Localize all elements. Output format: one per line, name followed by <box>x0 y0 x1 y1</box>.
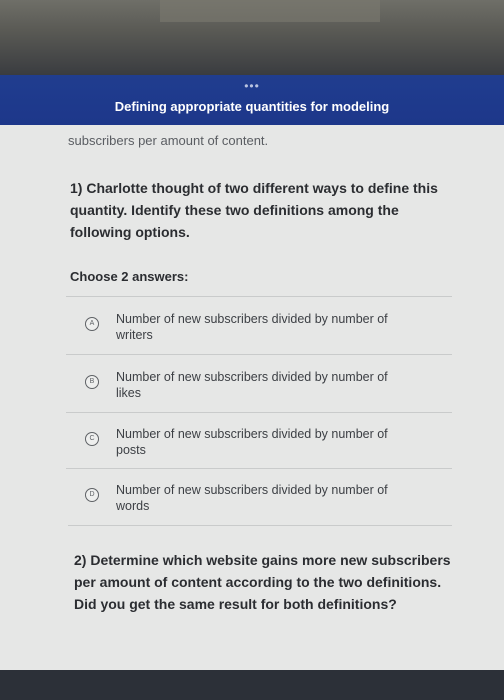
photo-background <box>0 0 504 75</box>
option-b-label: Number of new subscribers divided by number of likes <box>116 370 388 400</box>
option-c-label: Number of new subscribers divided by number of posts <box>116 427 388 457</box>
divider <box>66 412 452 413</box>
intro-text: subscribers per amount of content. <box>68 133 269 148</box>
option-a-label: Number of new subscribers divided by number of writers <box>116 312 388 342</box>
divider <box>68 525 452 526</box>
divider <box>66 468 452 469</box>
exercise-content <box>0 125 504 670</box>
option-a-radio[interactable]: A <box>85 317 99 331</box>
divider <box>66 296 452 297</box>
header-bar <box>0 75 504 125</box>
question-1: 1) Charlotte thought of two different ways to define this quantity. Identify these two definitions among the following options. <box>70 180 438 240</box>
choose-label: Choose 2 answers: <box>70 269 189 284</box>
question-2: 2) Determine which website gains more new subscribers per amount of content according to the two definitions. Did you get the same result for both definitions? <box>74 552 451 612</box>
more-dots-icon[interactable]: ••• <box>244 79 260 93</box>
option-b-radio[interactable]: B <box>85 375 99 389</box>
option-b[interactable] <box>80 367 440 417</box>
option-d-radio[interactable]: D <box>85 488 99 502</box>
bottom-bar <box>0 670 504 700</box>
option-d[interactable] <box>80 480 440 530</box>
page-title: Defining appropriate quantities for modeling <box>114 99 390 114</box>
option-a[interactable] <box>80 309 440 359</box>
option-d-label: Number of new subscribers divided by number of words <box>116 483 388 513</box>
divider <box>66 354 452 355</box>
option-c-radio[interactable]: C <box>85 432 99 446</box>
option-c[interactable] <box>80 424 440 474</box>
